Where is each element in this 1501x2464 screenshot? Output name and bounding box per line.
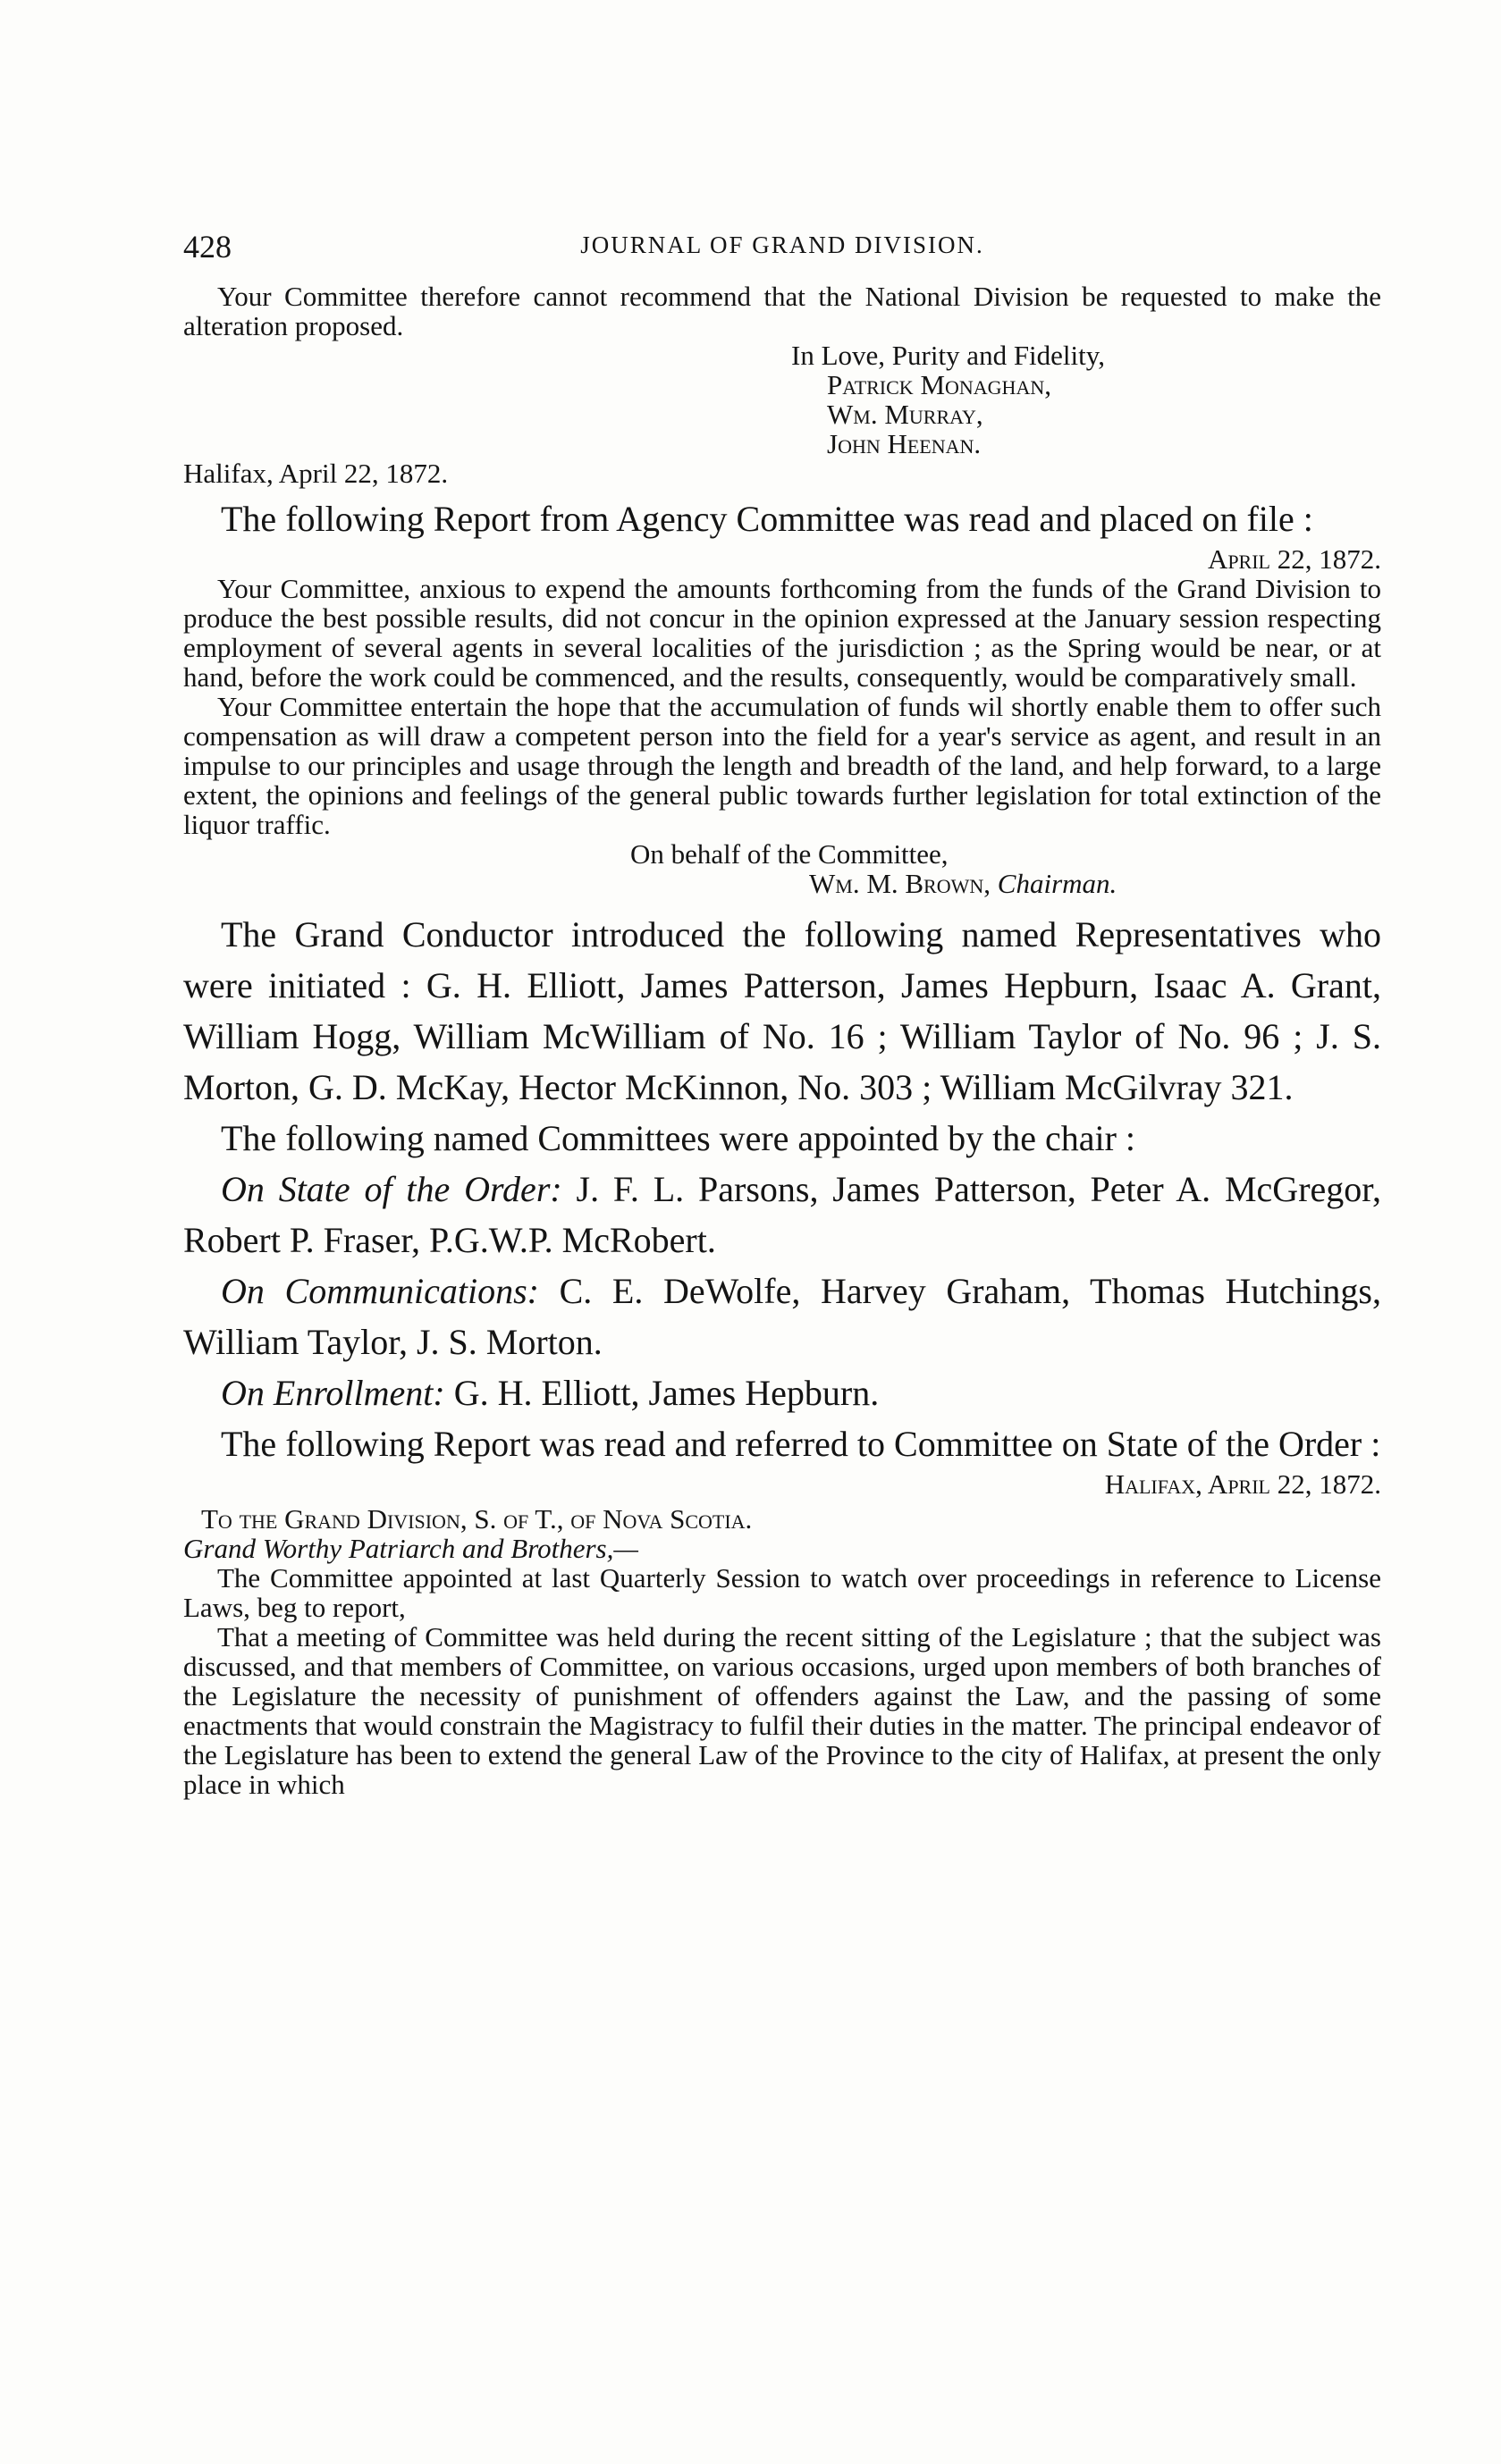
committee-entry	[183, 1164, 1381, 1266]
license-report	[183, 1469, 1381, 1799]
signatory: Patrick Monaghan,	[827, 369, 1051, 400]
salutation: Grand Worthy Patriarch and Brothers,—	[183, 1533, 638, 1564]
addressee: To the Grand Division, S. of T., of Nova Scotia.	[201, 1503, 753, 1535]
committee-entry	[183, 1266, 1381, 1367]
agency-closing: On behalf of the Committee,	[630, 838, 949, 870]
license-report-date: Halifax, April 22, 1872.	[1104, 1468, 1381, 1500]
agency-paragraph: Your Committee, anxious to expend the amounts forthcoming from the funds of the Grand Division to produce the best possible results, did not concur in the opinion expressed at the January session respecting employment of several agents in several localities of the jurisdiction ; as the Spring would be near, or at hand, before the work could be commenced, and the results, consequently, would be comparatively small.	[183, 573, 1381, 693]
committee-report-conclusion	[183, 282, 1381, 488]
agency-report-date: April 22, 1872.	[1207, 543, 1381, 575]
committee-members: J. F. L. Parsons, James Patterson, Peter A. McGregor, Robert P. Fraser, P.G.W.P. McRobert.	[183, 1169, 1381, 1260]
agency-intro: The following Report from Agency Committee was read and placed on file :	[221, 499, 1313, 539]
running-title: JOURNAL OF GRAND DIVISION.	[580, 231, 984, 258]
agency-signature	[809, 869, 1381, 898]
committees-intro: The following named Committees were appointed by the chair :	[221, 1118, 1136, 1158]
committee-label: On Communications:	[221, 1271, 539, 1311]
journal-page	[183, 228, 1381, 1799]
signer-title: Chairman.	[997, 868, 1117, 899]
page-number: 428	[183, 229, 232, 265]
place-date: Halifax, April 22, 1872.	[183, 458, 449, 489]
agency-report	[183, 544, 1381, 898]
committee-label: On Enrollment:	[221, 1373, 445, 1413]
committee-label: On State of the Order:	[221, 1169, 562, 1209]
referred-paragraph: The following Report was read and referred to Committee on State of the Order :	[221, 1424, 1381, 1464]
committee-members: G. H. Elliott, James Hepburn.	[453, 1373, 880, 1413]
signer-name: Wm. M. Brown,	[809, 868, 991, 899]
report-closing: In Love, Purity and Fidelity,	[791, 340, 1106, 371]
signatory: John Heenan.	[827, 428, 982, 459]
agency-paragraph: Your Committee entertain the hope that the accumulation of funds wil shortly enable them to offer such compensation as will draw a competent person into the field for a year's service as agent, and result in an impulse to our principles and usage through the length and breadth of the land, and help forward, to a large extent, the opinions and feelings of the general public towards further legislation for total extinction of the liquor traffic.	[183, 691, 1381, 840]
report-text: Your Committee therefore cannot recommend that the National Division be requested to make the alteration proposed.	[183, 281, 1381, 341]
license-paragraph: The Committee appointed at last Quarterly Session to watch over proceedings in reference to License Laws, beg to report,	[183, 1562, 1381, 1623]
license-paragraph: That a meeting of Committee was held during the recent sitting of the Legislature ; that the subject was discussed, and that members of Committee, on various occasions, urged upon members of both branches of the Legislature the necessity of punishment of offenders against the Law, and the passing of some enactments that would constrain the Magistracy to fulfil their duties in the matter. The principal endeavor of the Legislature has been to extend the general Law of the Province to the city of Halifax, at present the only place in which	[183, 1621, 1381, 1800]
representatives-paragraph: The Grand Conductor introduced the following named Representatives who were initiated : G. H. Elliott, James Patterson, James Hepburn, Isaac A. Grant, William Hogg, William McWilliam of No. 16 ; William Taylor of No. 96 ; J. S. Morton, G. D. McKay, Hector McKinnon, No. 303 ; William McGilvray 321.	[183, 914, 1381, 1107]
proceedings	[183, 909, 1381, 1469]
signatory: Wm. Murray,	[827, 399, 983, 430]
running-head	[183, 228, 1381, 282]
committee-members: C. E. DeWolfe, Harvey Graham, Thomas Hutchings, William Taylor, J. S. Morton.	[183, 1271, 1381, 1362]
committee-entry	[183, 1367, 1381, 1418]
